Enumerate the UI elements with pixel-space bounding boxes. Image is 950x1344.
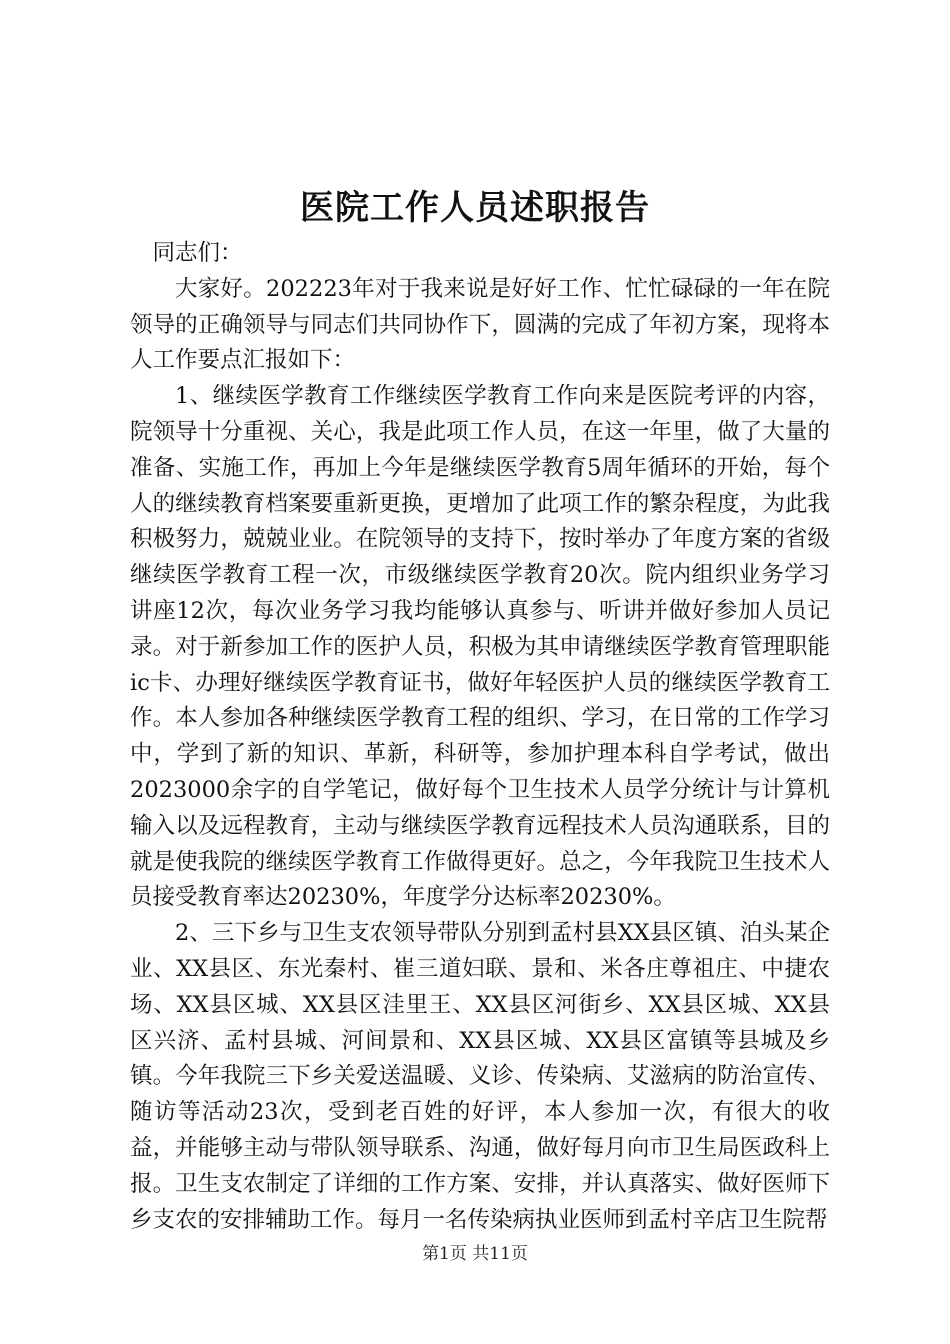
paragraph-rural-support: 2、三下乡与卫生支农领导带队分别到孟村县XX县区镇、泊头某企业、XX县区、东光秦村、崔三道妇联、景和、米各庄尊祖庄、中捷农场、XX县区城、XX县区洼里王、XX县区河街乡、XX县区城、XX县区兴济、孟村县城、河间景和、XX县区城、XX县区富镇等县城及乡镇。今年我院三下乡关爱送温暖、义诊、传染病、艾滋病的防治宣传、随访等活动23次，受到老百姓的好评，本人参加一次，有很大的收益，并能够主动与带队领导联系、沟通，做好每月向市卫生局医政科上报。卫生支农制定了详细的工作方案、安排，并认真落实、做好医师下乡支农的安排辅助工作。每月一名传染病执业医师到孟村辛店卫生院帮: [130, 920, 830, 1233]
document-body: [130, 236, 830, 1238]
page-number-label: 第1页 共11页: [422, 1244, 528, 1264]
paragraph-intro: 大家好。202223年对于我来说是好好工作、忙忙碌碌的一年在院领导的正确领导与同志们共同协作下，圆满的完成了年初方案，现将本人工作要点汇报如下：: [130, 275, 830, 374]
page-footer: [0, 1242, 950, 1266]
salutation: 同志们：: [152, 240, 243, 266]
document-title: 医院工作人员述职报告: [300, 188, 650, 228]
paragraph-continuing-education: 1、继续医学教育工作继续医学教育工作向来是医院考评的内容，院领导十分重视、关心，我是此项工作人员，在这一年里，做了大量的准备、实施工作，再加上今年是继续医学教育5周年循环的开始，每个人的继续教育档案要重新更换，更增加了此项工作的繁杂程度，为此我积极努力，兢兢业业。在院领导的支持下，按时举办了年度方案的省级继续医学教育工程一次，市级继续医学教育20次。院内组织业务学习讲座12次，每次业务学习我均能够认真参与、听讲并做好参加人员记录。对于新参加工作的医护人员，积极为其申请继续医学教育管理职能ic卡、办理好继续医学教育证书，做好年轻医护人员的继续医学教育工作。本人参加各种继续医学教育工程的组织、学习，在日常的工作学习中，学到了新的知识、革新，科研等，参加护理本科自学考试，做出2023000余字的自学笔记，做好每个卫生技术人员学分统计与计算机输入以及远程教育，主动与继续医学教育远程技术人员沟通联系，目的就是使我院的继续医学教育工作做得更好。总之，今年我院卫生技术人员接受教育率达20230%，年度学分达标率20230%。: [130, 383, 830, 911]
